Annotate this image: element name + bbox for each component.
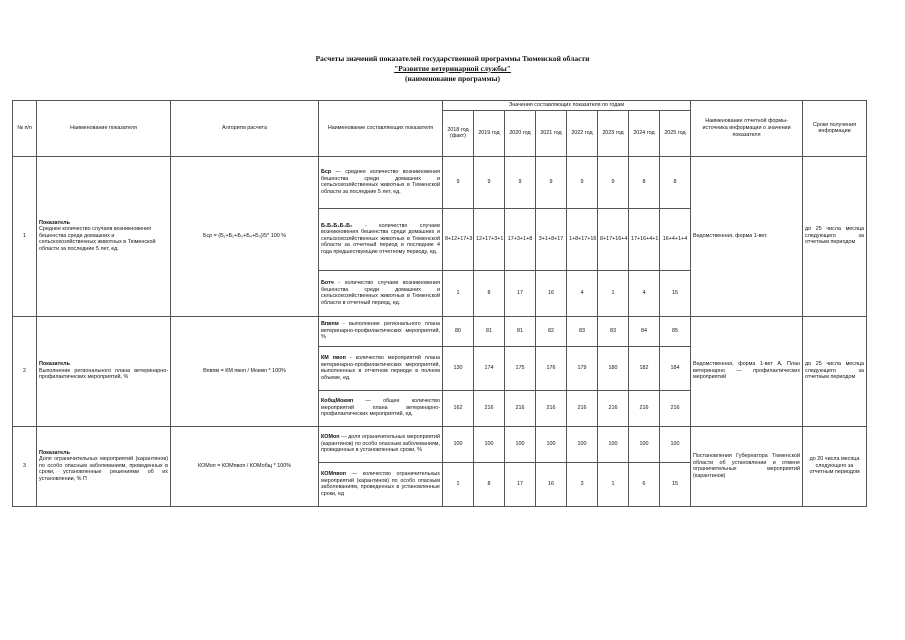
value-cell: 176 — [536, 346, 567, 390]
indicator-name — [37, 316, 171, 426]
year-header: 2021 год — [536, 110, 567, 156]
row-number: 2 — [13, 316, 37, 426]
component-code: Бср — [321, 168, 332, 175]
value-cell: 216 — [567, 390, 598, 426]
header-num: № п/п — [13, 101, 37, 157]
value-cell: 216 — [536, 390, 567, 426]
component — [319, 208, 443, 270]
value-cell: 9 — [474, 156, 505, 208]
value-cell: 1+8+17+16 — [567, 208, 598, 270]
indicator-text: Доля ограничительных мероприятий (карантинов) по особо опасным заболеваниям, проведенных в сроки, установленные решениями об их установлении, % П — [39, 456, 168, 482]
document-title: Расчеты значений показателей государственной программы Тюменской области — [315, 54, 590, 63]
value-cell: 81 — [505, 316, 536, 346]
component-code: Ботч — [321, 279, 334, 286]
header-values: Значения составляющих показателя по годам — [443, 101, 691, 111]
value-cell: 180 — [598, 346, 629, 390]
value-cell: 179 — [567, 346, 598, 390]
value-cell: 4 — [629, 270, 660, 316]
year-header: 2024 год — [629, 110, 660, 156]
value-cell: 8 — [474, 462, 505, 506]
value-cell: 16 — [536, 462, 567, 506]
value-cell: 4 — [567, 270, 598, 316]
component-text: - выполнение регионального плана ветеринарно-профилактических мероприятий, % — [321, 321, 440, 341]
value-cell: 1 — [443, 270, 474, 316]
value-cell: 80 — [443, 316, 474, 346]
value-cell: 1 — [443, 462, 474, 506]
value-cell: 100 — [505, 426, 536, 462]
component-text: — общее количество мероприятий плана ветеринарно-профилактических мероприятий, ед. — [321, 398, 440, 418]
indicators-table — [12, 100, 867, 507]
header-source: Наименование отчетной формы-источника информации о значении показателя — [691, 101, 803, 157]
year-header: 2023 год — [598, 110, 629, 156]
value-cell: 100 — [474, 426, 505, 462]
program-name: "Развитие ветеринарной службы" — [394, 64, 511, 73]
component-code: КобщМокмп — [321, 398, 354, 405]
deadline: до 25 числа месяца следующего за отчетным периодом — [803, 316, 867, 426]
algorithm: Впвпм = КМ пвоп / Мокмп * 100% — [171, 316, 319, 426]
value-cell: 100 — [567, 426, 598, 462]
source-form: Постановления Губернатора Тюменской области об установлении и отмене ограничительных мероприятий (карантинов) — [691, 426, 803, 506]
value-cell: 85 — [660, 316, 691, 346]
row-number: 1 — [13, 156, 37, 316]
value-cell: 8 — [629, 156, 660, 208]
header-components: Наименование составляющих показателя — [319, 101, 443, 157]
value-cell: 16 — [536, 270, 567, 316]
indicator-text: Выполнение регионального плана ветеринарно-профилактических мероприятий, % — [39, 367, 168, 381]
value-cell: 100 — [536, 426, 567, 462]
year-header: 2022 год — [567, 110, 598, 156]
value-cell: 16+4+1+4 — [660, 208, 691, 270]
value-cell: 182 — [629, 346, 660, 390]
value-cell: 12+17+3+1 — [474, 208, 505, 270]
component — [319, 316, 443, 346]
component-text: — количество ограничительных мероприятий (карантинов) по особо опасным заболеваниям, проведенных в установленные сроки, ед — [321, 470, 440, 497]
algorithm: Бср = (Б₁+Б₂+Б₃+Б₄+Б₅)/5* 100 % — [171, 156, 319, 316]
component-text: - количество случаев возникновения бешенства среди домашних и сельскохозяйственных животных в Тюменской области за отчетный период и последние 4 года предшествующие отчетному периоду, ед. — [321, 222, 440, 255]
value-cell: 6 — [629, 462, 660, 506]
value-cell: 83 — [598, 316, 629, 346]
value-cell: 175 — [505, 346, 536, 390]
component — [319, 426, 443, 462]
value-cell: 83 — [567, 316, 598, 346]
component-code: КМ пвоп — [321, 354, 346, 361]
component-code: Б₁Б₂Б₃Б₄Б₅ — [321, 222, 353, 229]
deadline: до 20 числа месяца следующего за отчетным периодом — [803, 426, 867, 506]
value-cell: 216 — [598, 390, 629, 426]
value-cell: 3+1+8+17 — [536, 208, 567, 270]
value-cell: 1 — [598, 462, 629, 506]
value-cell: 17+16+4+1 — [629, 208, 660, 270]
value-cell: 130 — [443, 346, 474, 390]
value-cell: 1 — [598, 270, 629, 316]
value-cell: 9 — [536, 156, 567, 208]
value-cell: 216 — [505, 390, 536, 426]
value-cell: 216 — [474, 390, 505, 426]
year-header: 2018 год (факт) — [443, 110, 474, 156]
value-cell: 15 — [660, 462, 691, 506]
indicator-name — [37, 426, 171, 506]
component-text: — доля ограничительных мероприятий (карантинов) по особо опасным заболеваниям, проведенных в установленные сроки, % — [321, 434, 440, 454]
indicator-label: Показатель — [39, 219, 70, 226]
component — [319, 390, 443, 426]
indicator-label: Показатель — [39, 449, 70, 456]
component-text: — среднее количество возникновения бешенства среди домашних и сельскохозяйственных животных в Тюменской области за последние 5 лет, ед. — [321, 168, 440, 195]
value-cell: 216 — [629, 390, 660, 426]
component-code: КОМпвоп — [321, 470, 347, 477]
algorithm: КОМоп = КОМпвоп / КОМобщ * 100% — [171, 426, 319, 506]
component-text: - количество случаев возникновения бешенства среди домашних и сельскохозяйственных животных в Тюменской области в отчетный период, ед. — [321, 279, 440, 306]
value-cell: 8 — [660, 156, 691, 208]
value-cell: 17 — [505, 270, 536, 316]
component — [319, 156, 443, 208]
year-header: 2020 год — [505, 110, 536, 156]
header-name: Наименование показателя — [37, 101, 171, 157]
value-cell: 100 — [443, 426, 474, 462]
year-header: 2019 год — [474, 110, 505, 156]
component — [319, 346, 443, 390]
source-form: Ведомственная, форма 1-вет. — [691, 156, 803, 316]
value-cell: 100 — [598, 426, 629, 462]
value-cell: 15 — [660, 270, 691, 316]
value-cell: 8 — [474, 270, 505, 316]
value-cell: 162 — [443, 390, 474, 426]
deadline: до 25 числа месяца следующего за отчетным периодом — [803, 156, 867, 316]
value-cell: 8+17+16+4 — [598, 208, 629, 270]
component-code: КОМоп — [321, 434, 340, 441]
header-deadline: Сроки получения информации — [803, 101, 867, 157]
value-cell: 9 — [505, 156, 536, 208]
value-cell: 174 — [474, 346, 505, 390]
value-cell: 216 — [660, 390, 691, 426]
component — [319, 462, 443, 506]
value-cell: 9 — [443, 156, 474, 208]
value-cell: 100 — [629, 426, 660, 462]
value-cell: 8+12+17+3 — [443, 208, 474, 270]
component-code: Впвпм — [321, 321, 339, 328]
program-name-caption: (наименование программы) — [405, 74, 500, 83]
indicator-label: Показатель — [39, 361, 70, 368]
component — [319, 270, 443, 316]
indicator-text: Среднее количество случаев возникновения бешенства среди домашних и сельскохозяйственных животных в Тюменской области за последние 5 лет, ед. — [39, 226, 156, 252]
value-cell: 82 — [536, 316, 567, 346]
value-cell: 17 — [505, 462, 536, 506]
value-cell: 9 — [598, 156, 629, 208]
value-cell: 81 — [474, 316, 505, 346]
value-cell: 84 — [629, 316, 660, 346]
component-text: - количество мероприятий плана ветеринарно-профилактических мероприятий, выполненных в отчетном периоде в полном объеме, ед. — [321, 354, 440, 381]
header-algo: Алгоритм расчета — [171, 101, 319, 157]
indicator-name — [37, 156, 171, 316]
source-form: Ведомственная, форма 1-вет А, План ветеринарно — профилактических мероприятий — [691, 316, 803, 426]
row-number: 3 — [13, 426, 37, 506]
value-cell: 9 — [567, 156, 598, 208]
value-cell: 3 — [567, 462, 598, 506]
year-header: 2025 год — [660, 110, 691, 156]
value-cell: 184 — [660, 346, 691, 390]
value-cell: 100 — [660, 426, 691, 462]
value-cell: 17+3+1+8 — [505, 208, 536, 270]
